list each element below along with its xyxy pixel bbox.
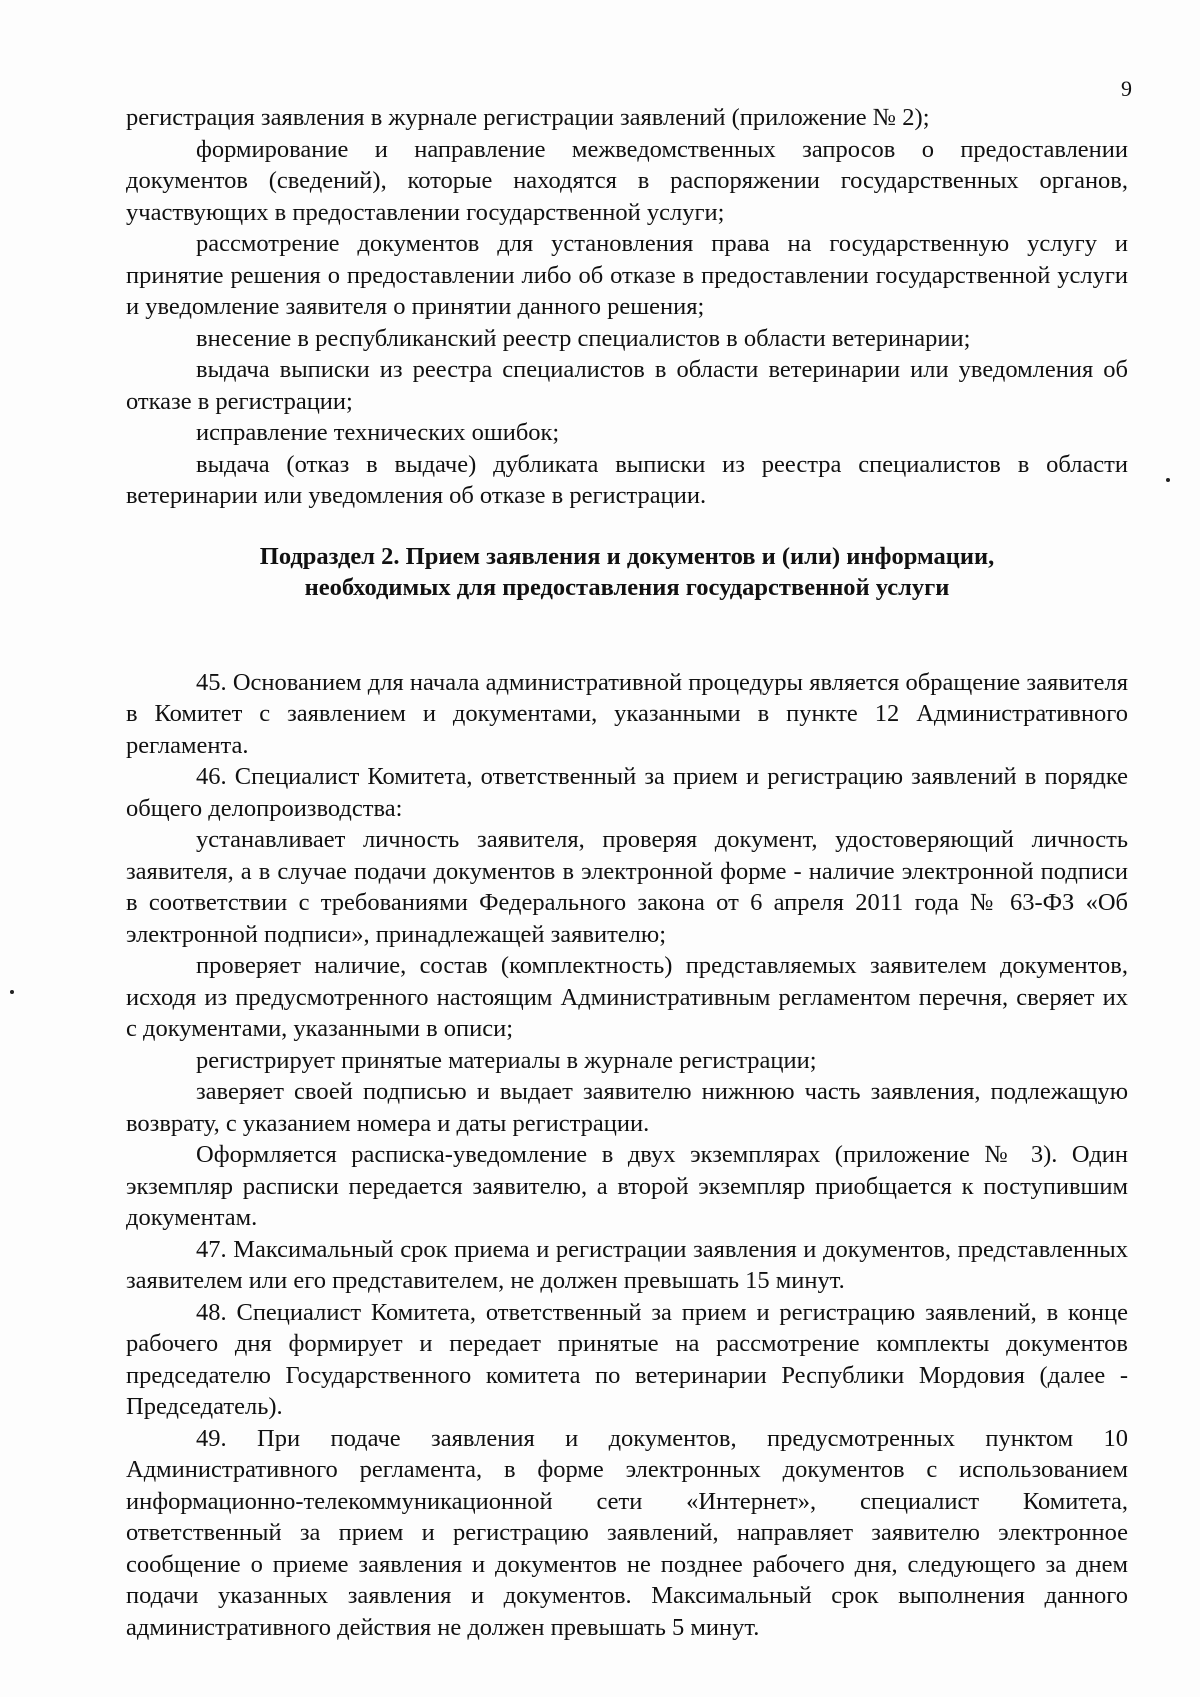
paragraph: 47. Максимальный срок приема и регистрации заявления и документов, представленных заявителем или его представителем, не должен превышать 15 минут.	[126, 1235, 1128, 1294]
intro-item: выдача (отказ в выдаче) дубликата выписки из реестра специалистов в области ветеринарии или уведомления об отказе в регистрации.	[126, 450, 1128, 509]
intro-item: исправление технических ошибок;	[196, 419, 560, 446]
intro-item: формирование и направление межведомственных запросов о предоставлении документов (сведений), которые находятся в распоряжении государственных органов, участвующих в предоставлении государственной услуги;	[126, 135, 1128, 226]
document-body	[126, 102, 1128, 1643]
subsection-heading	[126, 541, 1128, 604]
paragraph: заверяет своей подписью и выдает заявителю нижнюю часть заявления, подлежащую возврату, с указанием номера и даты регистрации.	[126, 1078, 1128, 1137]
paragraph: Оформляется расписка-уведомление в двух экземплярах (приложение № 3). Один экземпляр расписки передается заявителю, а второй экземпляр приобщается к поступившим документам.	[126, 1141, 1128, 1231]
intro-item: внесение в республиканский реестр специалистов в области ветеринарии;	[196, 324, 971, 352]
paragraph: 46. Специалист Комитета, ответственный за прием и регистрацию заявлений в порядке общего делопроизводства:	[126, 763, 1128, 822]
paragraph: проверяет наличие, состав (комплектность) представляемых заявителем документов, исходя из предусмотренного настоящим Административным регламентом перечня, сверяет их с документами, указанными в описи;	[126, 952, 1128, 1042]
subsection-heading-line: Подраздел 2. Прием заявления и документов и (или) информации,	[259, 542, 995, 570]
intro-item: рассмотрение документов для установления права на государственную услугу и принятие решения о предоставлении либо об отказе в предоставлении государственной услуги и уведомление заявителя о принятии данного решения;	[126, 230, 1128, 320]
scan-speck	[10, 990, 14, 994]
paragraph: устанавливает личность заявителя, проверяя документ, удостоверяющий личность заявителя, а в случае подачи документов в электронной форме - наличие электронной подписи в соответствии с требованиями Федерального закона от 6 апреля 2011 года № 63-ФЗ «Об электронной подписи», принадлежащей заявителю;	[126, 826, 1128, 948]
paragraph: регистрирует принятые материалы в журнале регистрации;	[196, 1046, 817, 1074]
paragraph: 48. Специалист Комитета, ответственный за прием и регистрацию заявлений, в конце рабочего дня формирует и передает принятые на рассмотрение комплекты документов председателю Государственного комитета по ветеринарии Республики Мордовия (далее - Председатель).	[126, 1298, 1128, 1420]
paragraph: 49. При подаче заявления и документов, предусмотренных пунктом 10 Административного регламента, в форме электронных документов с использованием информационно-телекоммуникационной сети «Интернет», специалист Комитета, ответственный за прием и регистрацию заявлений, направляет заявителю электронное сообщение о приеме заявления и документов не позднее рабочего дня, следующего за днем подачи указанных заявления и документов. Максимальный срок выполнения данного административного действия не должен превышать 5 минут.	[126, 1424, 1128, 1641]
intro-item: выдача выписки из реестра специалистов в области ветеринарии или уведомления об отказе в регистрации;	[126, 356, 1128, 415]
paragraph: 45. Основанием для начала административной процедуры является обращение заявителя в Комитет с заявлением и документами, указанными в пункте 12 Административного регламента.	[126, 668, 1128, 759]
intro-item: регистрация заявления в журнале регистрации заявлений (приложение № 2);	[126, 104, 930, 131]
subsection-heading-line: необходимых для предоставления государственной услуги	[304, 574, 950, 601]
scan-speck	[1166, 478, 1170, 482]
page-number: 9	[1121, 76, 1132, 101]
section-spacer	[126, 604, 1128, 667]
